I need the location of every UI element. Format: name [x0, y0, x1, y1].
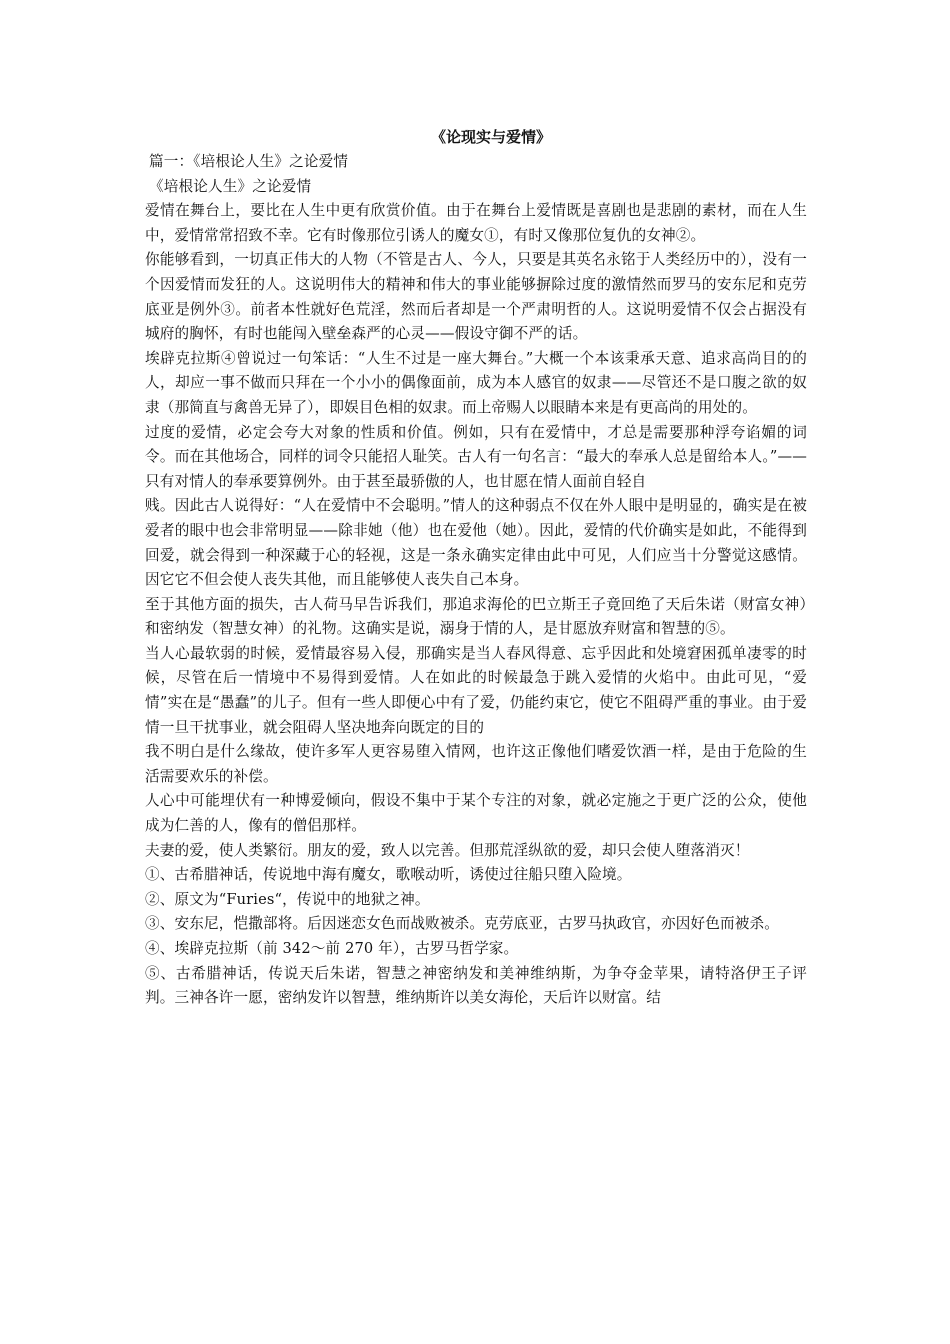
footnote: ①、古希腊神话，传说地中海有魔女，歌喉动听，诱使过往船只堕入险境。: [145, 866, 632, 884]
paragraph: 至于其他方面的损失，古人荷马早告诉我们，那追求海伦的巴立斯王子竟回绝了天后朱诺（财富女神）和密纳发（智慧女神）的礼物。这确实是说，溺身于情的人，是甘愿放弃财富和智慧的⑤。: [145, 595, 807, 638]
paragraph: 夫妻的爱，使人类繁衍。朋友的爱，致人以完善。但那荒淫纵欲的爱，却只会使人堕落消灭！: [145, 841, 750, 859]
paragraph: 人心中可能埋伏有一种博爱倾向，假设不集中于某个专注的对象，就必定施之于更广泛的公众，使他成为仁善的人，像有的僧侣那样。: [145, 792, 807, 835]
paragraph: 爱情在舞台上，要比在人生中更有欣赏价值。由于在舞台上爱情既是喜剧也是悲剧的素材，而在人生中，爱情常常招致不幸。它有时像那位引诱人的魔女①，有时又像那位复仇的女神②。: [145, 202, 807, 244]
footnote: ⑤、古希腊神话，传说天后朱诺，智慧之神密纳发和美神维纳斯，为争夺金苹果，请特洛伊王子评判。三神各许一愿，密纳发许以智慧，维纳斯许以美女海伦，天后许以财富。结: [145, 964, 807, 1007]
document-title: 《论现实与爱情》: [430, 128, 551, 146]
article-subtitle: 《培根论人生》之论爱情: [149, 177, 312, 195]
document-page: [145, 124, 807, 1011]
section-heading: 篇一：《培根论人生》之论爱情: [149, 153, 349, 170]
paragraph: 埃辟克拉斯④曾说过一句笨话：“人生不过是一座大舞台。”大概一个本该秉承天意、追求高尚目的的人，却应一事不做而只拜在一个小小的偶像面前，成为本人感官的奴隶——尽管还不是口腹之欲的奴隶（那简直与禽兽无异了），即娱目色相的奴隶。而上帝赐人以眼睛本来是有更高尚的用处的。: [145, 349, 807, 416]
footnote: ④、埃辟克拉斯（前 342～前 270 年），古罗马哲学家。: [145, 940, 519, 957]
paragraph: 过度的爱情，必定会夸大对象的性质和价值。例如，只有在爱情中，才总是需要那种浮夸谄媚的词令。而在其他场合，同样的词令只能招人耻笑。古人有一句名言：“最大的奉承人总是留给本人。”——只有对情人的奉承要算例外。由于甚至最骄傲的人，也甘愿在情人面前自轻自: [145, 423, 807, 490]
footnote: ②、原文为“Furies“，传说中的地狱之神。: [145, 890, 430, 908]
paragraph: 贱。因此古人说得好：“人在爱情中不会聪明。”情人的这种弱点不仅在外人眼中是明显的，确实是在被爱者的眼中也会非常明显——除非她（他）也在爱他（她）。因此，爱情的代价确实是如此，不能得到回爱，就会得到一种深藏于心的轻视，这是一条永确实定律由此中可见，人们应当十分警觉这感情。因它它不但会使人丧失其他，而且能够使人丧失自己本身。: [145, 497, 807, 589]
paragraph: 你能够看到，一切真正伟大的人物（不管是古人、今人，只要是其英名永铭于人类经历中的），没有一个因爱情而发狂的人。这说明伟大的精神和伟大的事业能够摒除过度的激情然而罗马的安东尼和克劳底亚是例外③。前者本性就好色荒淫，然而后者却是一个严肃明哲的人。这说明爱情不仅会占据没有城府的胸怀，有时也能闯入壁垒森严的心灵——假设守御不严的话。: [145, 251, 807, 343]
footnote: ③、安东尼，恺撒部将。后因迷恋女色而战败被杀。克劳底亚，古罗马执政官，亦因好色而被杀。: [145, 915, 779, 933]
paragraph: 当人心最软弱的时候，爱情最容易入侵，那确实是当人春风得意、忘乎因此和处境窘困孤单凄零的时候，尽管在后一情境中不易得到爱情。人在如此的时候最急于跳入爱情的火焰中。由此可见，“爱情”实在是“愚蠢”的儿子。但有一些人即便心中有了爱，仍能约束它，使它不阻碍严重的事业。由于爱情一旦干扰事业，就会阻碍人坚决地奔向既定的目的: [145, 644, 807, 736]
document-body: [145, 150, 807, 1011]
paragraph: 我不明白是什么缘故，使许多军人更容易堕入情网，也许这正像他们嗜爱饮酒一样，是由于危险的生活需要欢乐的补偿。: [145, 743, 807, 785]
